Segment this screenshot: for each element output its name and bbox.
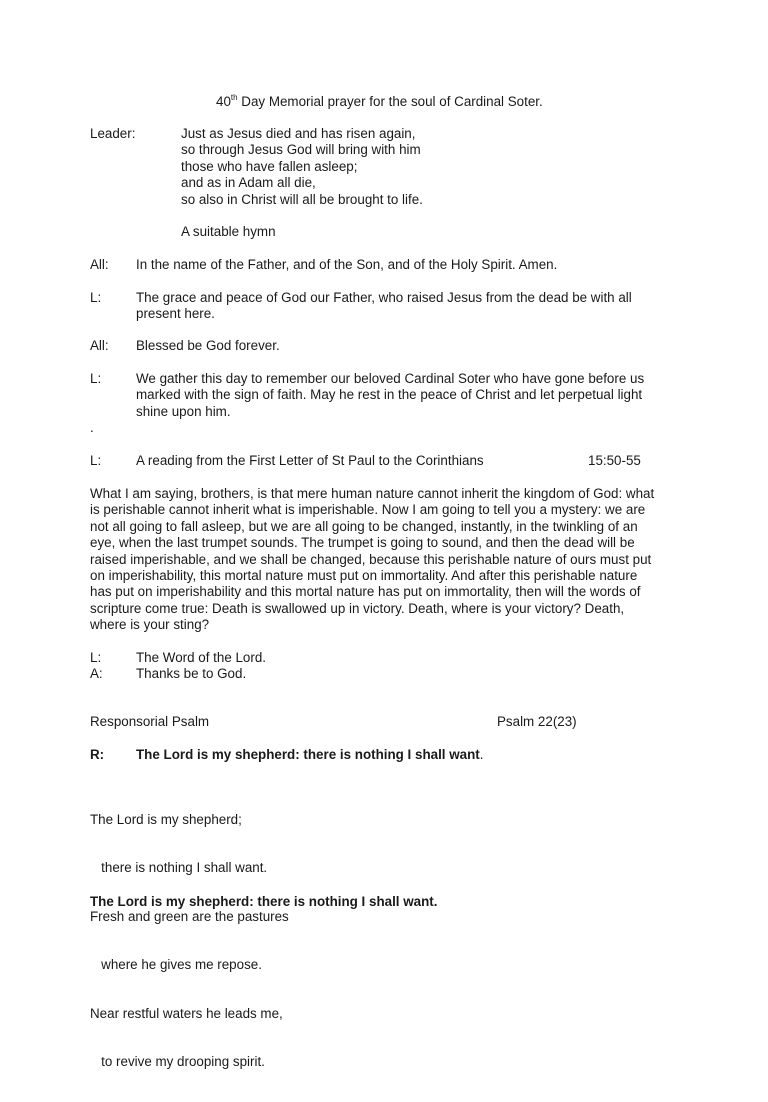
stray-dot: . <box>90 420 94 435</box>
thanks-response: Thanks be to God. <box>136 666 247 681</box>
leader-short-label: L: <box>90 453 102 468</box>
psalm-line: to revive my drooping spirit. <box>90 1054 265 1070</box>
psalm-line: where he gives me repose. <box>90 957 262 973</box>
psalm-refrain-period: . <box>479 747 484 762</box>
remembrance-line: We gather this day to remember our beloved Cardinal Soter who have gone before us <box>136 371 645 386</box>
all-response: In the name of the Father, and of the Son, and of the Holy Spirit. Amen. <box>136 257 558 272</box>
reading-heading: A reading from the First Letter of St Paul to the Corinthians <box>136 453 484 468</box>
psalm-heading: Responsorial Psalm <box>90 714 210 729</box>
reading-reference: 15:50-55 <box>588 453 641 468</box>
response-label: R: <box>90 747 105 762</box>
leader-line: so through Jesus God will bring with him <box>181 142 421 158</box>
word-of-lord: The Word of the Lord. <box>136 650 267 665</box>
leader-line: those who have fallen asleep; <box>181 158 358 174</box>
leader-label: Leader: <box>90 126 136 141</box>
leader-line: so also in Christ will all be brought to life. <box>181 191 423 207</box>
all-label: All: <box>90 257 109 272</box>
leader-line: Just as Jesus died and has risen again, <box>181 126 416 141</box>
psalm-reference: Psalm 22(23) <box>497 714 577 729</box>
page-title <box>216 94 543 110</box>
psalm-line: there is nothing I shall want. <box>90 860 268 876</box>
greeting-line: The grace and peace of God our Father, who raised Jesus from the dead be with all <box>136 290 632 305</box>
remembrance-line: marked with the sign of faith. May he rest in the peace of Christ and let perpetual light <box>136 387 643 403</box>
greeting-line: present here. <box>136 306 215 322</box>
remembrance-line: shine upon him. <box>136 403 231 419</box>
psalm-line: Near restful waters he leads me, <box>90 1005 283 1021</box>
psalm-line: Fresh and green are the pastures <box>90 908 289 924</box>
hymn-note: A suitable hymn <box>181 224 276 239</box>
title-ordinal-number: 40 <box>216 94 231 109</box>
all-label: All: <box>90 338 109 353</box>
reading-line: eye, when the last trumpet sounds. The trumpet is going to sound, and then the dead will be <box>90 535 635 551</box>
reading-line: raised imperishable, and we shall be changed, because this perishable nature of ours must put <box>90 551 652 567</box>
remembrance-text <box>136 371 644 420</box>
reading-line: on imperishability, this mortal nature must put on immortality. And after this perishable nature <box>90 568 638 584</box>
all-response: Blessed be God forever. <box>136 338 280 353</box>
psalm-response: The Lord is my shepherd: there is nothing I shall want. <box>90 894 438 909</box>
reading-line: has put on imperishability and this mortal nature has put on immortality, then will the words of <box>90 584 641 600</box>
greeting-text <box>136 290 632 323</box>
assembly-label: A: <box>90 666 103 681</box>
title-text: Day Memorial prayer for the soul of Cardinal Soter. <box>237 94 543 109</box>
reading-line: where is your sting? <box>90 617 210 633</box>
reading-body <box>90 486 654 634</box>
psalm-line: The Lord is my shepherd; <box>90 812 242 827</box>
leader-short-label: L: <box>90 371 102 386</box>
psalm-refrain-text: The Lord is my shepherd: there is nothing I shall want <box>136 747 480 762</box>
leader-verse <box>181 126 423 208</box>
reading-line: is perishable cannot inherit what is imperishable. Now I am going to tell you a mystery: we are <box>90 502 646 518</box>
leader-short-label: L: <box>90 290 102 305</box>
psalm-verse <box>90 780 289 1102</box>
reading-line: scripture come true: Death is swallowed up in victory. Death, where is your victory? Death, <box>90 600 625 616</box>
leader-line: and as in Adam all die, <box>181 175 316 191</box>
reading-line: not all going to fall asleep, but we are all going to be changed, instantly, in the twinkling of an <box>90 518 638 534</box>
leader-short-label: L: <box>90 650 102 665</box>
psalm-refrain <box>136 747 483 763</box>
reading-line: What I am saying, brothers, is that mere human nature cannot inherit the kingdom of God: what <box>90 486 655 501</box>
title-ordinal-suffix: th <box>230 92 238 102</box>
